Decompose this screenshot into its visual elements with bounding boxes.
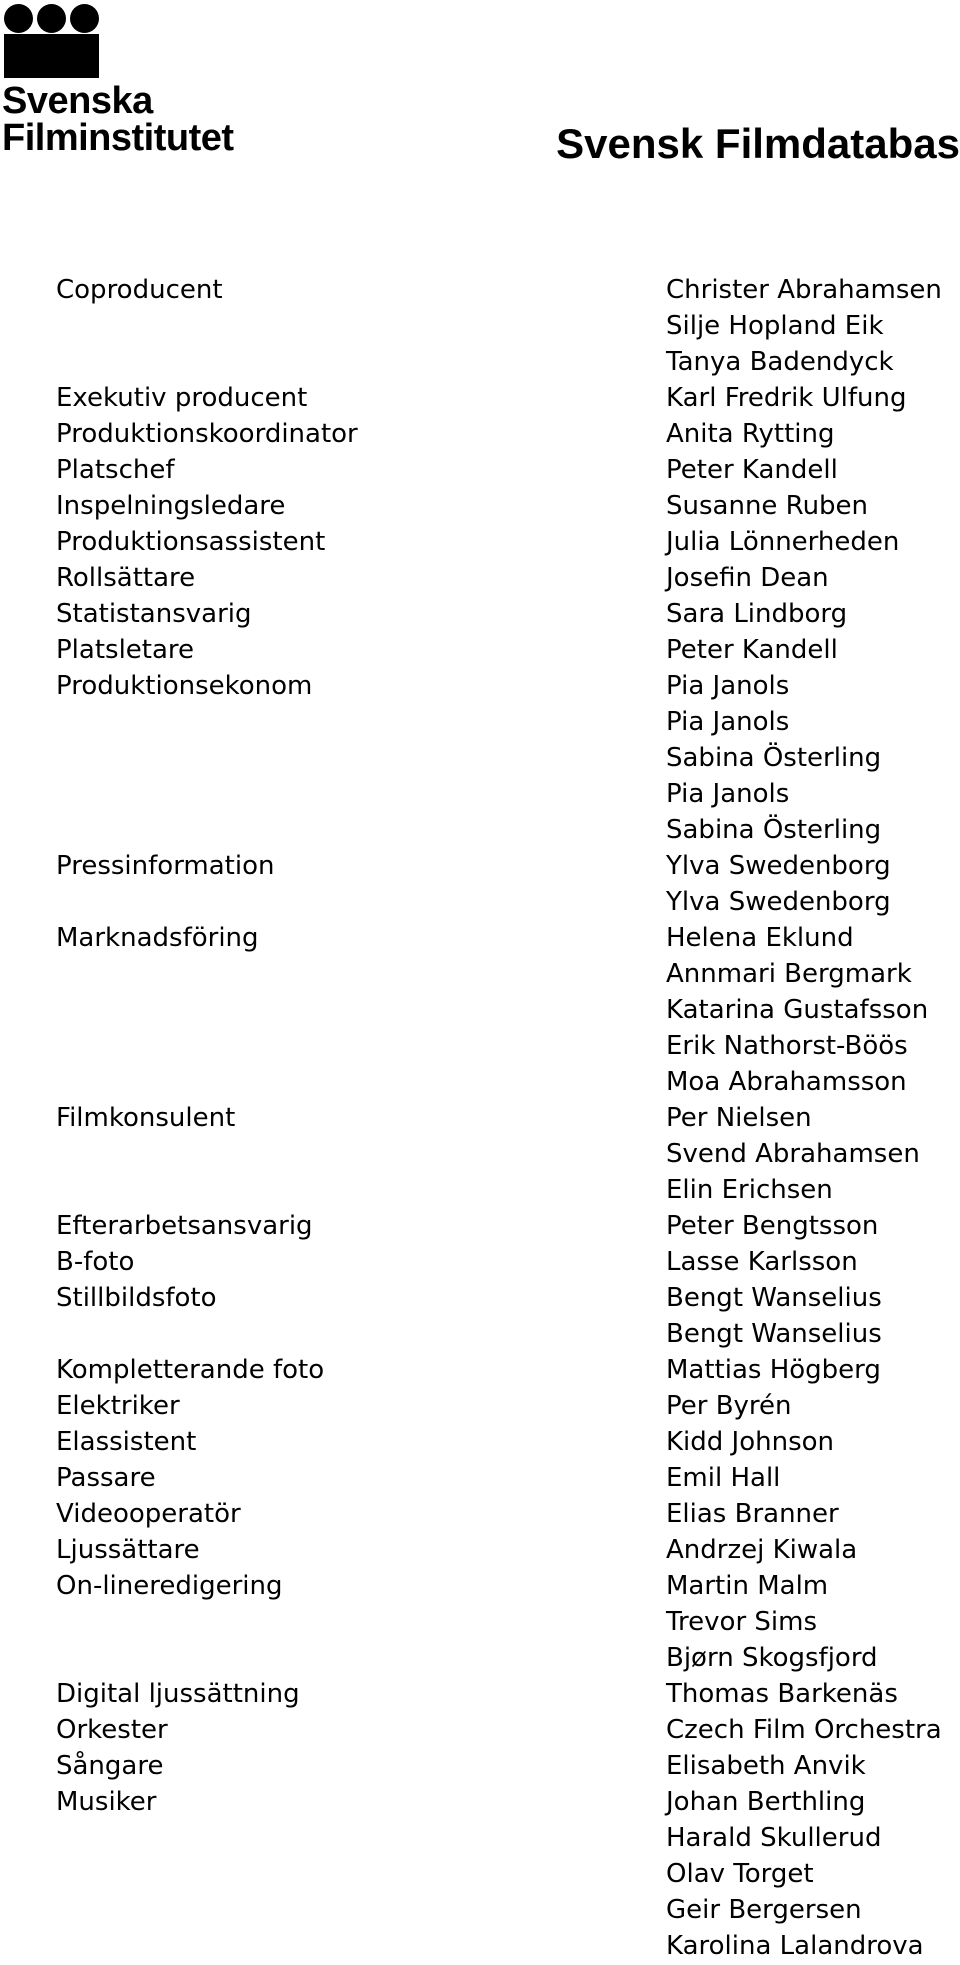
credit-row: [0, 632, 960, 668]
credit-name: Katarina Gustafsson: [666, 995, 929, 1025]
credit-role: Videooperatör: [56, 1499, 241, 1529]
credit-name: Martin Malm: [666, 1571, 829, 1601]
credit-row: [0, 488, 960, 524]
credit-row: [0, 1172, 960, 1208]
credit-name: Geir Bergersen: [666, 1895, 862, 1925]
credit-role: Coproducent: [56, 275, 223, 305]
credit-row: [0, 884, 960, 920]
credit-role: Elassistent: [56, 1427, 197, 1457]
credit-role: Platschef: [56, 455, 175, 485]
credit-name: Erik Nathorst-Böös: [666, 1031, 908, 1061]
logo-line-1: Svenska: [2, 80, 153, 122]
credit-name: Sabina Österling: [666, 743, 882, 773]
credit-name: Bjørn Skogsfjord: [666, 1643, 878, 1673]
credit-row: [0, 524, 960, 560]
credit-name: Johan Berthling: [666, 1787, 866, 1817]
credit-name: Kidd Johnson: [666, 1427, 835, 1457]
credit-row: [0, 1820, 960, 1856]
credit-row: [0, 920, 960, 956]
credit-row: [0, 416, 960, 452]
credit-row: [0, 1604, 960, 1640]
credit-row: [0, 452, 960, 488]
credit-row: [0, 1856, 960, 1892]
credit-role: Pressinformation: [56, 851, 275, 881]
credit-role: Rollsättare: [56, 563, 196, 593]
credit-name: Susanne Ruben: [666, 491, 869, 521]
credit-name: Mattias Högberg: [666, 1355, 881, 1385]
credit-row: [0, 740, 960, 776]
credit-name: Pia Janols: [666, 671, 790, 701]
credit-name: Elias Branner: [666, 1499, 839, 1529]
credit-row: [0, 812, 960, 848]
credit-name: Ylva Swedenborg: [666, 887, 891, 917]
credit-row: [0, 704, 960, 740]
credit-name: Bengt Wanselius: [666, 1283, 882, 1313]
credit-row: [0, 560, 960, 596]
credit-name: Silje Hopland Eik: [666, 311, 884, 341]
credit-name: Annmari Bergmark: [666, 959, 912, 989]
credit-role: Produktionsekonom: [56, 671, 313, 701]
credit-row: [0, 1640, 960, 1676]
credit-role: Digital ljussättning: [56, 1679, 300, 1709]
credit-name: Czech Film Orchestra: [666, 1715, 942, 1745]
credit-row: [0, 848, 960, 884]
credit-name: Tanya Badendyck: [666, 347, 894, 377]
credit-row: [0, 1028, 960, 1064]
credit-row: [0, 1748, 960, 1784]
credit-row: [0, 1100, 960, 1136]
credit-row: [0, 1280, 960, 1316]
credit-row: [0, 1316, 960, 1352]
credit-name: Andrzej Kiwala: [666, 1535, 858, 1565]
credit-name: Ylva Swedenborg: [666, 851, 891, 881]
credit-role: Orkester: [56, 1715, 168, 1745]
credit-role: B-foto: [56, 1247, 135, 1277]
credit-role: Statistansvarig: [56, 599, 252, 629]
credit-name: Emil Hall: [666, 1463, 781, 1493]
credit-role: Marknadsföring: [56, 923, 259, 953]
credit-role: Stillbildsfoto: [56, 1283, 217, 1313]
credit-row: [0, 1496, 960, 1532]
credit-name: Per Nielsen: [666, 1103, 812, 1133]
credit-name: Karolina Lalandrova: [666, 1931, 924, 1961]
credit-name: Trevor Sims: [666, 1607, 818, 1637]
credit-row: [0, 1352, 960, 1388]
credit-row: [0, 668, 960, 704]
credit-row: [0, 1244, 960, 1280]
credit-role: On-lineredigering: [56, 1571, 283, 1601]
page-title: Svensk Filmdatabas: [556, 120, 960, 167]
credit-row: [0, 1208, 960, 1244]
credit-name: Karl Fredrik Ulfung: [666, 383, 907, 413]
credit-row: [0, 1676, 960, 1712]
credit-row: [0, 776, 960, 812]
credit-name: Svend Abrahamsen: [666, 1139, 920, 1169]
credit-row: [0, 992, 960, 1028]
credit-name: Christer Abrahamsen: [666, 275, 942, 305]
credit-row: [0, 1928, 960, 1964]
credit-role: Inspelningsledare: [56, 491, 286, 521]
credit-row: [0, 344, 960, 380]
credit-name: Harald Skullerud: [666, 1823, 882, 1853]
credit-row: [0, 956, 960, 992]
credit-role: Platsletare: [56, 635, 195, 665]
credit-row: [0, 1388, 960, 1424]
credit-role: Produktionskoordinator: [56, 419, 358, 449]
credit-name: Per Byrén: [666, 1391, 792, 1421]
credit-name: Sara Lindborg: [666, 599, 848, 629]
credit-name: Moa Abrahamsson: [666, 1067, 907, 1097]
credit-row: [0, 308, 960, 344]
credit-name: Pia Janols: [666, 707, 790, 737]
credit-name: Elisabeth Anvik: [666, 1751, 866, 1781]
credit-role: Musiker: [56, 1787, 157, 1817]
credit-role: Exekutiv producent: [56, 383, 308, 413]
credit-row: [0, 1892, 960, 1928]
credit-row: [0, 1424, 960, 1460]
credit-row: [0, 1460, 960, 1496]
logo-line-2: Filminstitutet: [2, 117, 234, 159]
credit-name: Anita Rytting: [666, 419, 835, 449]
credit-name: Peter Bengtsson: [666, 1211, 879, 1241]
credit-name: Josefin Dean: [666, 563, 829, 593]
logo-square-icon: [4, 34, 99, 78]
credit-role: Filmkonsulent: [56, 1103, 236, 1133]
credit-row: [0, 1784, 960, 1820]
credit-role: Efterarbetsansvarig: [56, 1211, 313, 1241]
credit-row: [0, 1064, 960, 1100]
logo-wordmark: [2, 80, 234, 159]
credit-name: Pia Janols: [666, 779, 790, 809]
credit-name: Peter Kandell: [666, 635, 838, 665]
credit-name: Elin Erichsen: [666, 1175, 833, 1205]
credit-row: [0, 596, 960, 632]
credit-name: Thomas Barkenäs: [666, 1679, 898, 1709]
credit-name: Lasse Karlsson: [666, 1247, 858, 1277]
svenska-filminstitutet-logo: [0, 0, 270, 170]
credit-name: Helena Eklund: [666, 923, 854, 953]
credit-name: Peter Kandell: [666, 455, 838, 485]
credit-role: Kompletterande foto: [56, 1355, 325, 1385]
credit-row: [0, 1136, 960, 1172]
credit-row: [0, 1712, 960, 1748]
credit-name: Sabina Österling: [666, 815, 882, 845]
credit-name: Olav Torget: [666, 1859, 814, 1889]
credit-row: [0, 1568, 960, 1604]
credit-row: [0, 272, 960, 308]
credit-name: Bengt Wanselius: [666, 1319, 882, 1349]
credit-row: [0, 1532, 960, 1568]
credit-role: Passare: [56, 1463, 156, 1493]
credit-role: Elektriker: [56, 1391, 180, 1421]
credit-role: Sångare: [56, 1751, 164, 1781]
credits-list: [0, 272, 960, 1964]
credit-row: [0, 380, 960, 416]
credit-name: Julia Lönnerheden: [666, 527, 900, 557]
credit-role: Ljussättare: [56, 1535, 200, 1565]
credit-role: Produktionsassistent: [56, 527, 326, 557]
